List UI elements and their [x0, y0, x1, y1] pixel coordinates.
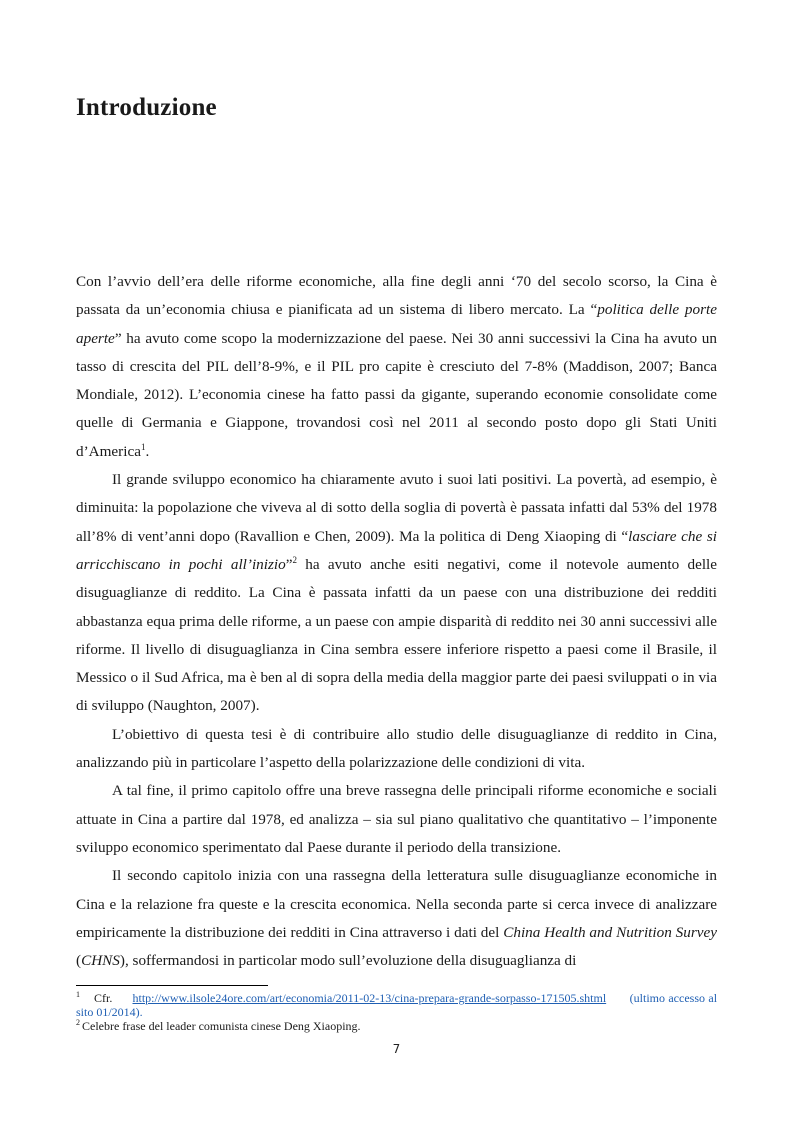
footnotes	[76, 991, 717, 1033]
page-title: Introduzione	[76, 94, 217, 121]
footnote-ref-2[interactable]: 2	[292, 554, 297, 565]
text-run: Il secondo capitolo inizia con una rassegna della letteratura sulle disuguaglianze economiche in Cina e la relazione fra queste e la crescita economica. Nella seconda parte si cerca invece di analizzare empiricamente la distribuzione dei redditi in Cina attraverso i dati del	[76, 867, 717, 941]
footnote-2	[76, 1019, 717, 1033]
text-run: Il grande sviluppo economico ha chiaramente avuto i suoi lati positivi. La povertà, ad esempio, è diminuita: la popolazione che viveva al di sotto della soglia di povertà è passata infatti dal 53% del 1978 all’8% di vent’anni dopo (Ravallion e Chen, 2009). Ma la politica di Deng Xiaoping di “	[76, 471, 717, 545]
paragraph-1	[76, 268, 717, 466]
text-run: .	[145, 442, 150, 460]
text-run: (	[76, 952, 82, 970]
footnote-prefix: Cfr.	[94, 991, 113, 1005]
footnote-1	[76, 991, 717, 1019]
footnote-access-note: (ultimo accesso al sito 01/2014).	[76, 991, 718, 1019]
text-run: ” ha avuto come scopo la modernizzazione del paese. Nei 30 anni successivi la Cina ha avuto un tasso di crescita del PIL dell’8-9%, e il PIL pro capite è cresciuto del 7-8% (Maddison, 2007; Banca Mondiale, 2012). L’economia cinese ha fatto passi da gigante, superando economie consolidate come quelle di Germania e Giappone, trovandosi così nel 2011 al secondo posto dopo gli Stati Uniti d’America	[76, 329, 717, 460]
paragraph-2	[76, 466, 717, 721]
page-number: 7	[392, 1042, 401, 1056]
text-run: ), soffermandosi in particolar modo sull’evoluzione della disuguaglianza di	[119, 952, 577, 970]
italic-phrase: CHNS	[81, 952, 120, 970]
footnote-ref-1[interactable]: 1	[140, 441, 146, 452]
text-run: ”	[285, 555, 293, 573]
footnote-number: 1	[76, 990, 80, 999]
paragraph-5	[76, 862, 717, 975]
italic-phrase: lasciare che si arricchiscano in pochi all’inizio	[76, 527, 717, 573]
text-run: ha avuto anche esiti negativi, come il notevole aumento delle disuguaglianze di reddito. La Cina è passata infatti da un paese con una distribuzione dei redditi abbastanza equa prima delle riforme, a un paese con ampie disparità di reddito nei 30 anni successivi alle riforme. Il livello di disuguaglianza in Cina sembra essere inferiore rispetto a paesi come il Brasile, il Messico o il Sud Africa, ma è ben al di sopra della media della maggior parte dei paesi sviluppati o in via di sviluppo (Naughton, 2007).	[76, 555, 718, 715]
paragraph-4: A tal fine, il primo capitolo offre una breve rassegna delle principali riforme economiche e sociali attuate in Cina a partire dal 1978, ed analizza – sia sul piano qualitativo che quantitativo – l’imponente sviluppo economico sperimentato dal Paese durante il periodo della transizione.	[76, 782, 717, 856]
text-run: Con l’avvio dell’era delle riforme economiche, alla fine degli anni ‘70 del secolo scorso, la Cina è passata da un’economia chiusa e pianificata ad un sistema di libero mercato. La “	[76, 273, 717, 319]
italic-phrase: politica delle porte aperte	[76, 301, 717, 347]
footnote-text: Celebre frase del leader comunista cinese Deng Xiaoping.	[82, 1019, 361, 1033]
footnote-number: 2	[76, 1018, 80, 1027]
footnote-link[interactable]: http://www.ilsole24ore.com/art/economia/2011-02-13/cina-prepara-grande-sorpasso-171505.shtml	[132, 991, 607, 1005]
footnote-separator	[76, 985, 268, 986]
paragraph-3: L’obiettivo di questa tesi è di contribuire allo studio delle disuguaglianze di reddito in Cina, analizzando più in particolare l’aspetto della polarizzazione delle condizioni di vita.	[76, 725, 717, 772]
body-text	[76, 268, 717, 975]
italic-phrase: China Health and Nutrition Survey	[503, 923, 717, 941]
